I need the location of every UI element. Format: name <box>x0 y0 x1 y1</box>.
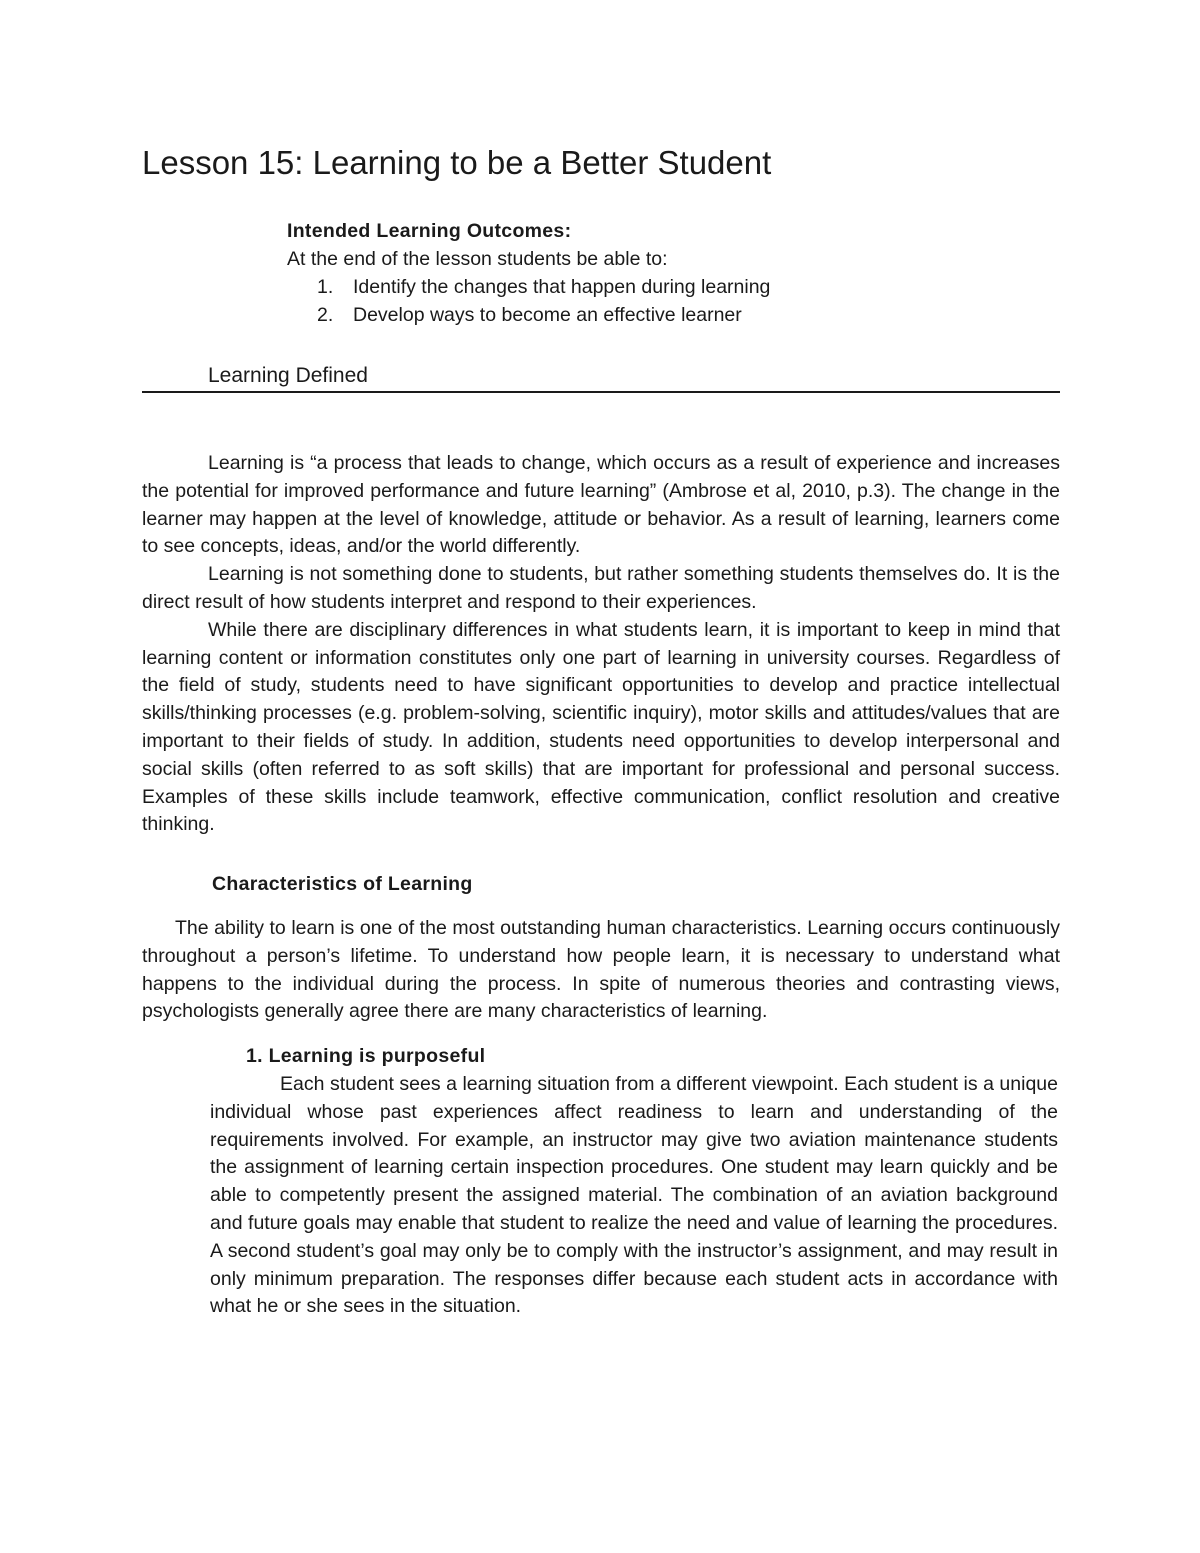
characteristics-paragraph: The ability to learn is one of the most outstanding human characteristics. Learning occurs continuously throughout a person’s lifetime. To understand how people learn, it is necessary to understand what happens to the individual during the process. In spite of numerous theories and contrasting views, psychologists generally agree there are many characteristics of learning. <box>142 917 1060 1023</box>
outcomes-list <box>287 273 1067 329</box>
section-heading-learning-defined: Learning Defined <box>208 364 368 387</box>
outcome-number: 1. <box>317 276 334 298</box>
paragraph: While there are disciplinary differences in what students learn, it is important to keep in mind that learning content or information constitutes only one part of learning in university courses. Regardless of the field of study, students need to have significant opportunities to develop and practice intellectual skills/thinking processes (e.g. problem-solving, scientific inquiry), motor skills and attitudes/values that are important to their fields of study. In addition, students need opportunities to develop interpersonal and social skills (often referred to as soft skills) that are important for professional and personal success. Examples of these skills include teamwork, effective communication, conflict resolution and creative thinking. <box>142 618 1060 836</box>
subsection-paragraph: Each student sees a learning situation from a different viewpoint. Each student is a unique individual whose past experiences affect readiness to learn and understanding of the requirements involved. For example, an instructor may give two aviation maintenance students the assignment of learning certain inspection procedures. One student may learn quickly and be able to competently present the assigned material. The combination of an aviation background and future goals may enable that student to realize the need and value of learning the procedures. A second student’s goal may only be to comply with the instructor’s assignment, and may result in only minimum preparation. The responses differ because each student acts in accordance with what he or she sees in the situation. <box>210 1073 1058 1318</box>
outcomes-intro: At the end of the lesson students be able to: <box>287 248 668 270</box>
paragraph: Learning is “a process that leads to change, which occurs as a result of experience and increases the potential for improved performance and future learning” (Ambrose et al, 2010, p.3). The change in the learner may happen at the level of knowledge, attitude or behavior. As a result of learning, learners come to see concepts, ideas, and/or the world differently. <box>142 452 1060 558</box>
intended-learning-outcomes <box>287 217 1067 329</box>
lesson-title: Lesson 15: Learning to be a Better Student <box>142 144 772 181</box>
outcome-text: Identify the changes that happen during learning <box>353 276 771 298</box>
outcome-text: Develop ways to become an effective learner <box>353 304 742 326</box>
paragraph: Learning is not something done to students, but rather something students themselves do. It is the direct result of how students interpret and respond to their experiences. <box>142 563 1060 613</box>
outcome-item <box>287 273 1067 301</box>
subsection-heading-purposeful: 1. Learning is purposeful <box>246 1045 486 1067</box>
outcome-number: 2. <box>317 304 334 326</box>
section-heading-characteristics: Characteristics of Learning <box>212 873 473 895</box>
learning-defined-body <box>142 450 1060 839</box>
outcomes-heading: Intended Learning Outcomes: <box>287 220 572 242</box>
outcome-item <box>287 301 1067 329</box>
section-divider <box>142 391 1060 393</box>
